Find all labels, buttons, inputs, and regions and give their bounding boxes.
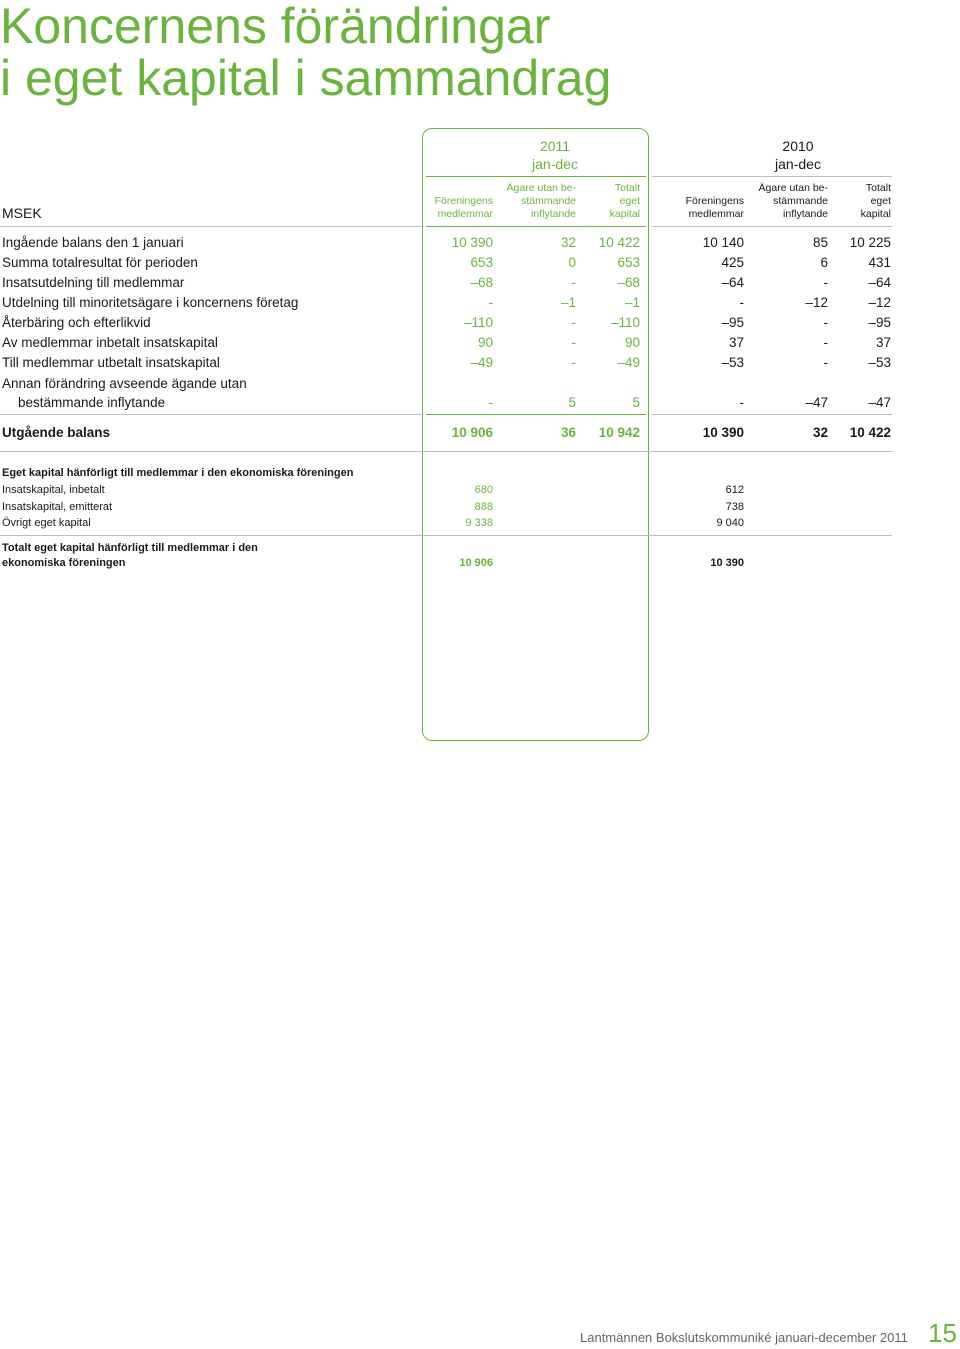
value-2011: 9 338	[465, 517, 493, 529]
table-row	[0, 353, 892, 373]
value-cell: –1	[560, 295, 576, 310]
column-header: Totalt eget kapital	[609, 182, 640, 220]
value-cell: –64	[721, 275, 744, 290]
value-cell: 90	[624, 335, 640, 350]
column-header: Ägare utan be- stämmande inflytande	[758, 182, 828, 220]
value-cell: –1	[624, 295, 640, 310]
column-header: Ägare utan be- stämmande inflytande	[506, 182, 576, 220]
row-label: Utgående balans	[2, 425, 111, 440]
value-cell: -	[823, 335, 828, 350]
value-cell: 6	[820, 255, 828, 270]
value-cell: 10 942	[598, 425, 640, 440]
closing-divider-label	[0, 414, 424, 415]
value-cell: -	[488, 395, 493, 410]
row-label: Till medlemmar utbetalt insatskapital	[2, 355, 220, 370]
value-cell: –64	[868, 275, 891, 290]
value-cell: -	[823, 355, 828, 370]
row-label: Övrigt eget kapital	[2, 517, 91, 529]
value-cell: –53	[721, 355, 744, 370]
value-cell: 5	[632, 395, 640, 410]
page-title-line1: Koncernens förändringar	[0, 0, 551, 54]
row-label: Återbäring och efterlikvid	[2, 315, 151, 330]
value-cell: 425	[721, 255, 744, 270]
value-cell: 431	[868, 255, 891, 270]
value-2010: 612	[725, 484, 744, 496]
table-row	[0, 273, 892, 293]
value-2011: 888	[474, 501, 493, 513]
row-label: Summa totalresultat för perioden	[2, 255, 198, 270]
value-cell: –49	[470, 355, 493, 370]
table-row-closing-balance	[0, 423, 892, 443]
value-cell: –68	[470, 275, 493, 290]
page-title-line2: i eget kapital i sammandrag	[0, 50, 612, 106]
row-label-line2: bestämmande inflytande	[18, 395, 166, 410]
value-cell: –95	[868, 315, 891, 330]
list-item	[0, 515, 892, 531]
value-cell: 85	[812, 235, 828, 250]
value-cell: 10 140	[702, 235, 744, 250]
period-2011-header	[500, 137, 610, 173]
period-2011-year: 2011	[539, 138, 571, 154]
list-item	[0, 499, 892, 515]
period-2010-header	[743, 137, 853, 173]
value-cell: 37	[728, 335, 744, 350]
row-label-line1: Annan förändring avseende ägande utan	[2, 376, 247, 391]
unit-label: MSEK	[2, 205, 42, 221]
value-cell: –95	[721, 315, 744, 330]
value-cell: -	[571, 355, 576, 370]
total-value-2010: 10 390	[710, 557, 744, 569]
page-number: 15	[928, 1318, 957, 1348]
closing-divider-2010	[652, 414, 892, 415]
value-cell: -	[571, 275, 576, 290]
row-label: Insatskapital, emitterat	[2, 501, 113, 513]
value-cell: 653	[617, 255, 640, 270]
header-divider-label	[0, 226, 424, 227]
row-label: Insatsutdelning till medlemmar	[2, 275, 185, 290]
value-cell: -	[488, 295, 493, 310]
page-title	[0, 0, 611, 104]
table-row	[0, 333, 892, 353]
value-cell: 10 390	[451, 235, 493, 250]
value-cell: 90	[477, 335, 493, 350]
footer-text: Lantmännen Bokslutskommuniké januari-december 2011	[580, 1330, 908, 1345]
value-cell: –47	[868, 395, 891, 410]
value-cell: 10 390	[702, 425, 744, 440]
total-label-line1: Totalt eget kapital hänförligt till medlemmar i den	[2, 542, 258, 554]
value-cell: –12	[868, 295, 891, 310]
table-row-other-change	[0, 374, 892, 414]
period-2011-divider	[426, 176, 646, 177]
period-2011-range: jan-dec	[532, 156, 578, 172]
section-divider	[0, 451, 892, 452]
list-item	[0, 482, 892, 498]
table-row	[0, 253, 892, 273]
value-cell: –68	[617, 275, 640, 290]
row-label: Utdelning till minoritetsägare i koncernens företag	[2, 295, 299, 310]
column-header: Totalt eget kapital	[860, 182, 891, 220]
total-divider	[0, 535, 892, 536]
value-cell: –12	[805, 295, 828, 310]
period-2010-range: jan-dec	[775, 156, 821, 172]
row-label: Av medlemmar inbetalt insatskapital	[2, 335, 218, 350]
value-cell: 10 906	[451, 425, 493, 440]
total-value-2011: 10 906	[459, 557, 493, 569]
value-cell: -	[823, 315, 828, 330]
value-cell: 653	[470, 255, 493, 270]
value-cell: 10 225	[849, 235, 891, 250]
value-cell: 32	[560, 235, 576, 250]
row-label: Ingående balans den 1 januari	[2, 235, 184, 250]
value-cell: 5	[568, 395, 576, 410]
table-row	[0, 313, 892, 333]
value-cell: –110	[463, 315, 493, 330]
section-heading-row	[0, 465, 892, 481]
value-cell: 10 422	[598, 235, 640, 250]
value-cell: -	[739, 295, 744, 310]
table-row	[0, 293, 892, 313]
value-cell: 32	[812, 425, 828, 440]
row-label: Insatskapital, inbetalt	[2, 484, 105, 496]
period-2010-year: 2010	[782, 138, 814, 154]
value-2010: 738	[725, 501, 744, 513]
value-cell: -	[571, 335, 576, 350]
header-divider-2010	[652, 226, 892, 227]
value-cell: –110	[610, 315, 640, 330]
value-cell: 37	[875, 335, 891, 350]
value-cell: 0	[568, 255, 576, 270]
header-divider-2011	[426, 226, 646, 227]
column-header: Föreningens medlemmar	[685, 195, 744, 220]
table-row	[0, 233, 892, 253]
period-2010-divider	[652, 176, 892, 177]
value-2010: 9 040	[716, 517, 744, 529]
value-cell: -	[823, 275, 828, 290]
column-header: Föreningens medlemmar	[434, 195, 493, 220]
value-cell: 36	[560, 425, 576, 440]
value-cell: –53	[868, 355, 891, 370]
total-label-line2: ekonomiska föreningen	[2, 557, 126, 569]
value-cell: –49	[617, 355, 640, 370]
closing-divider-2011	[426, 414, 646, 415]
section-heading: Eget kapital hänförligt till medlemmar i den ekonomiska föreningen	[2, 467, 354, 479]
value-cell: 10 422	[849, 425, 891, 440]
total-equity-row	[0, 540, 892, 572]
value-cell: -	[571, 315, 576, 330]
value-cell: –47	[805, 395, 828, 410]
value-cell: -	[739, 395, 744, 410]
value-2011: 680	[474, 484, 493, 496]
